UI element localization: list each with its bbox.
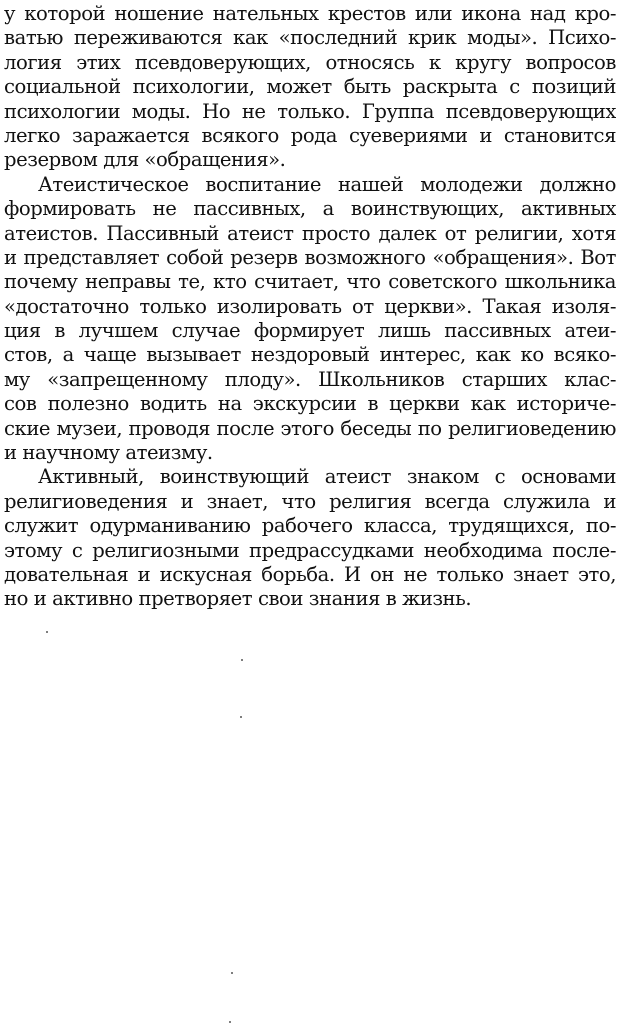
text-line: Атеистическое воспитание нашей молодежи должно	[38, 172, 616, 196]
text-line: довательная и искусная борьба. И он не только знает это,	[4, 562, 616, 586]
paragraph-1	[4, 2, 616, 173]
text-line: но и активно претворяет свои знания в жизнь.	[4, 587, 472, 611]
text-line: социальной психологии, может быть раскрыта с позиций	[4, 75, 616, 99]
print-speck	[231, 972, 233, 974]
text-line: формировать не пассивных, а воинствующих, активных	[4, 197, 616, 221]
text-line: логия этих псевдоверующих, относясь к кругу вопросов	[4, 50, 616, 74]
print-speck	[46, 631, 48, 633]
text-line: му «запрещенному плоду». Школьников старших клас-	[4, 367, 616, 391]
text-line: служит одурманиванию рабочего класса, трудящихся, по-	[4, 514, 616, 538]
text-line: этому с религиозными предрассудками необходима после-	[4, 538, 616, 562]
paragraph-2	[4, 173, 616, 466]
text-line: религиоведения и знает, что религия всегда служила и	[4, 489, 616, 513]
text-line: Активный, воинствующий атеист знаком с основами	[38, 465, 616, 489]
body-text	[4, 2, 616, 612]
paragraph-3	[4, 465, 616, 611]
text-line: почему неправы те, кто считает, что советского школьника	[4, 270, 616, 294]
text-line: резервом для «обращения».	[4, 148, 286, 172]
print-speck	[240, 716, 242, 718]
text-line: сов полезно водить на экскурсии в церкви как историче-	[4, 392, 616, 416]
text-line: атеистов. Пассивный атеист просто далек от религии, хотя	[4, 221, 616, 245]
print-speck	[229, 1021, 231, 1023]
text-line: и представляет собой резерв возможного «обращения». Вот	[4, 245, 616, 269]
text-line: психологии моды. Но не только. Группа псевдоверующих	[4, 99, 616, 123]
text-line: и научному атеизму.	[4, 441, 213, 465]
print-speck	[241, 659, 243, 661]
text-line: ватью переживаются как «последний крик моды». Психо-	[4, 26, 616, 50]
text-line: ские музеи, проводя после этого беседы по религиоведению	[4, 416, 616, 440]
text-line: легко заражается всякого рода суевериями и становится	[4, 123, 616, 147]
text-line: у которой ношение нательных крестов или икона над кро-	[4, 2, 616, 25]
text-line: стов, а чаще вызывает нездоровый интерес, как ко всяко-	[4, 343, 616, 367]
text-line: «достаточно только изолировать от церкви». Такая изоля-	[4, 294, 616, 318]
text-line: ция в лучшем случае формирует лишь пассивных атеи-	[4, 319, 616, 343]
